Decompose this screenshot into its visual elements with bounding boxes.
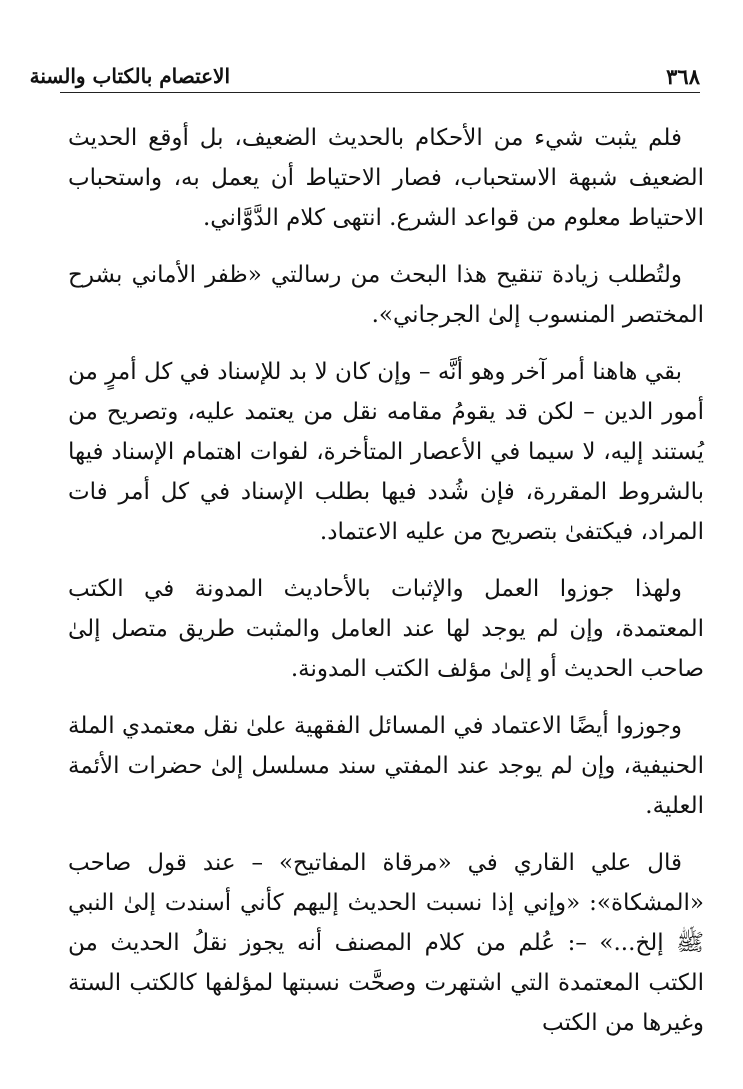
paragraph-risala-reference: ولتُطلب زيادة تنقيح هذا البحث من رسالتي «ظفر الأماني بشرح المختصر المنسوب إلىٰ الجرجاني». [68,262,704,328]
running-header [29,58,700,92]
running-title: الاعتصام بالكتاب والسنة [29,64,230,88]
page-number: ٣٦٨ [666,64,700,89]
paragraph-compiled-books: ولهذا جوزوا العمل والإثبات بالأحاديث المدونة في الكتب المعتمدة، وإن لم يوجد لها عند العامل والمثبت طريق متصل إلىٰ صاحب الحديث أو إلىٰ مؤلف الكتب المدونة. [68,576,704,682]
paragraph-fiqh-reliance: وجوزوا أيضًا الاعتماد في المسائل الفقهية علىٰ نقل معتمدي الملة الحنيفية، وإن لم يوجد عند المفتي سند مسلسل إلىٰ حضرات الأئمة العلية. [68,713,704,819]
body-text [68,118,704,1060]
paragraph-ali-al-qari-quote: قال علي القاري في «مرقاة المفاتيح» – عند قول صاحب «المشكاة»: «وإني إذا نسبت الحديث إليهم كأني أسندت إلىٰ النبي ﷺ إلخ...» –: عُلم من كلام المصنف أنه يجوز نقلُ الحديث من الكتب المعتمدة التي اشتهرت وصحَّت نسبتها لمؤلفها كالكتب الستة وغيرها من الكتب [68,850,704,1036]
paragraph-weak-hadith: فلم يثبت شيء من الأحكام بالحديث الضعيف، بل أوقع الحديث الضعيف شبهة الاستحباب، فصار الاحتياط أن يعمل به، واستحباب الاحتياط معلوم من قواعد الشرع. انتهى كلام الدَّوَّاني. [68,125,704,231]
paragraph-isnad: بقي هاهنا أمر آخر وهو أنَّه – وإن كان لا بد للإسناد في كل أمرٍ من أمور الدين – لكن قد يقومُ مقامه نقل من يعتمد عليه، وتصريح من يُستند إليه، لا سيما في الأعصار المتأخرة، لفوات اهتمام الإسناد فيها بالشروط المقررة، فإن شُدد فيها بطلب الإسناد في كل أمر فات المراد، فيكتفىٰ بتصريح من عليه الاعتماد. [68,359,704,545]
header-rule [60,92,700,93]
